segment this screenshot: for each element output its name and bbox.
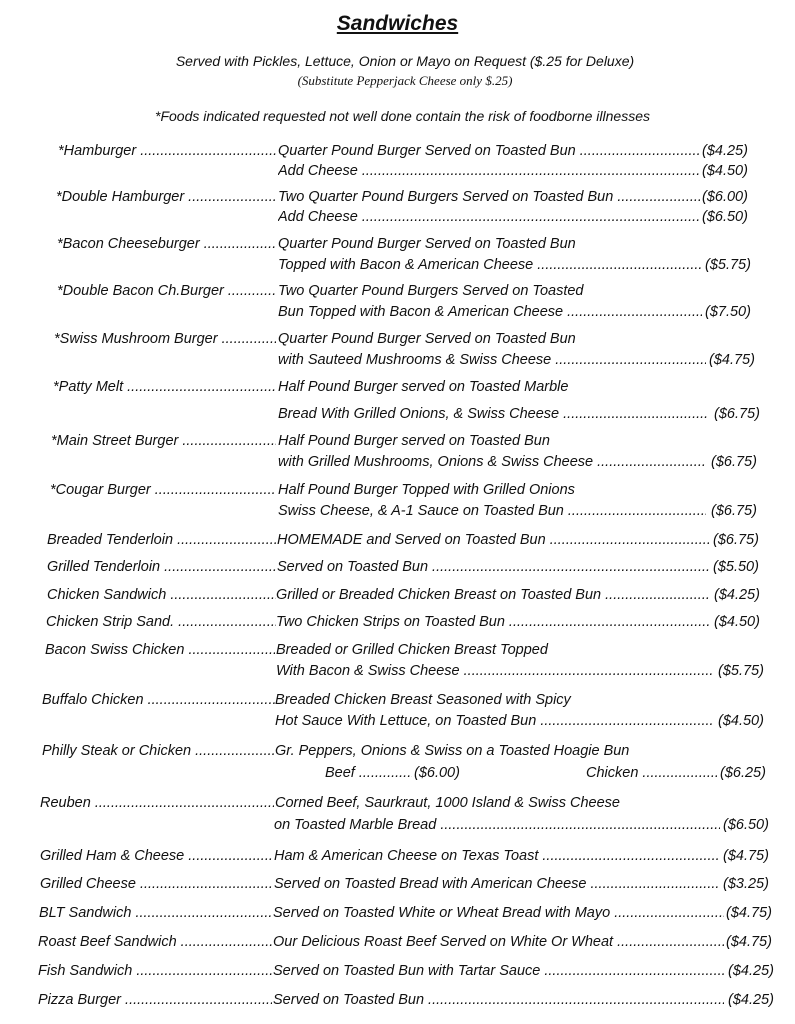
- item-name: Grilled Cheese .....: [40, 874, 273, 894]
- menu-item: [0, 141, 795, 193]
- item-price-1: ($4.75): [726, 905, 772, 921]
- item-name: *Cougar Burger .....: [50, 480, 276, 500]
- item-price-1: ($6.75): [713, 532, 759, 548]
- item-name: *Swiss Mushroom Burger .....: [54, 329, 276, 349]
- menu-item: [0, 741, 795, 793]
- item-name: Pizza Burger .....: [38, 990, 272, 1010]
- item-name: BLT Sandwich .....: [39, 903, 273, 923]
- item-price-2: ($5.75): [718, 663, 764, 679]
- item-name: Chicken Sandwich .....: [47, 585, 276, 605]
- item-price-1: ($3.25): [723, 876, 769, 892]
- item-desc-1: Served on Toasted Bun .....: [277, 557, 709, 577]
- item-desc-1: Served on Toasted White or Wheat Bread with Mayo .....: [273, 903, 724, 923]
- item-name: Breaded Tenderloin .....: [47, 530, 276, 550]
- menu-item: [0, 187, 795, 239]
- menu-item: [0, 640, 795, 692]
- item-price-1: ($4.75): [723, 848, 769, 864]
- item-price-1: ($4.25): [714, 587, 760, 603]
- item-desc-2: Bread With Grilled Onions, & Swiss Cheese .....: [278, 404, 708, 424]
- beef-label: Beef .....: [325, 763, 412, 783]
- item-desc-1: Half Pound Burger Topped with Grilled Onions: [278, 482, 575, 498]
- item-price-2: ($7.50): [705, 304, 751, 320]
- item-desc-1: Breaded Chicken Breast Seasoned with Spicy: [275, 692, 571, 708]
- chicken-price: ($6.25): [720, 765, 766, 781]
- item-desc-1: Served on Toasted Bun .....: [273, 990, 724, 1010]
- item-price-2: ($4.50): [718, 713, 764, 729]
- item-price-1: ($4.25): [728, 992, 774, 1008]
- menu-item: [0, 480, 795, 532]
- item-desc-2: Swiss Cheese, & A-1 Sauce on Toasted Bun .....: [278, 501, 706, 521]
- item-desc-1: Quarter Pound Burger Served on Toasted Bun: [278, 236, 576, 252]
- item-desc-2: with Sauteed Mushrooms & Swiss Cheese .....: [278, 350, 706, 370]
- item-desc-2: Topped with Bacon & American Cheese .....: [278, 255, 702, 275]
- item-desc-2: With Bacon & Swiss Cheese .....: [276, 661, 713, 681]
- item-name: Chicken Strip Sand. .....: [46, 612, 276, 632]
- menu-item: [0, 281, 795, 333]
- item-name: *Double Hamburger .....: [56, 187, 276, 207]
- item-name: Buffalo Chicken .....: [42, 690, 275, 710]
- item-desc-1: Two Chicken Strips on Toasted Bun .....: [276, 612, 710, 632]
- item-price-2: ($4.75): [709, 352, 755, 368]
- substitute-note: (Substitute Pepperjack Cheese only $.25): [297, 73, 513, 88]
- menu-item: [0, 431, 795, 483]
- served-with-note: Served with Pickles, Lettuce, Onion or Mayo on Request ($.25 for Deluxe): [175, 53, 635, 69]
- item-price-2: ($4.50): [702, 163, 748, 179]
- item-name: Philly Steak or Chicken .....: [42, 741, 275, 761]
- item-name: *Patty Melt .....: [53, 377, 276, 397]
- item-desc-1: Breaded or Grilled Chicken Breast Topped: [276, 642, 548, 658]
- item-desc-1: Gr. Peppers, Onions & Swiss on a Toasted Hoagie Bun: [275, 743, 630, 759]
- chicken-label: Chicken .....: [586, 763, 717, 783]
- item-price-1: ($4.50): [714, 614, 760, 630]
- item-desc-1: Grilled or Breaded Chicken Breast on Toasted Bun .....: [276, 585, 710, 605]
- item-desc-2: Add Cheese .....: [278, 207, 700, 227]
- item-name: Grilled Tenderloin .....: [47, 557, 276, 577]
- item-price-1: ($4.25): [728, 963, 774, 979]
- menu-item: [0, 793, 795, 845]
- item-price-1: ($6.00): [702, 189, 748, 205]
- item-price-2: ($6.75): [711, 503, 757, 519]
- item-desc-1: Served on Toasted Bun with Tartar Sauce .....: [273, 961, 724, 981]
- item-price-2: ($6.75): [714, 406, 760, 422]
- item-desc-2: on Toasted Marble Bread .....: [274, 815, 720, 835]
- item-name: Grilled Ham & Cheese .....: [40, 846, 273, 866]
- item-desc-1: Our Delicious Roast Beef Served on White Or Wheat .....: [273, 932, 724, 952]
- item-desc-1: Ham & American Cheese on Texas Toast .....: [274, 846, 720, 866]
- item-desc-1: Corned Beef, Saurkraut, 1000 Island & Swiss Cheese: [275, 795, 620, 811]
- item-desc-1: Quarter Pound Burger Served on Toasted Bun .....: [278, 141, 700, 161]
- item-desc-1: HOMEMADE and Served on Toasted Bun .....: [277, 530, 709, 550]
- item-price-2: ($6.50): [723, 817, 769, 833]
- item-desc-1: Two Quarter Pound Burgers Served on Toasted Bun .....: [278, 187, 700, 207]
- item-price-1: ($5.50): [713, 559, 759, 575]
- item-desc-1: Quarter Pound Burger Served on Toasted Bun: [278, 331, 576, 347]
- menu-item: [0, 990, 795, 1016]
- item-price-1: ($4.75): [726, 934, 772, 950]
- item-desc-2: Hot Sauce With Lettuce, on Toasted Bun .....: [275, 711, 713, 731]
- item-desc-1: Half Pound Burger served on Toasted Bun: [278, 433, 550, 449]
- item-desc-1: Two Quarter Pound Burgers Served on Toasted: [278, 283, 584, 299]
- item-price-2: ($6.75): [711, 454, 757, 470]
- item-price-2: ($5.75): [705, 257, 751, 273]
- item-price-2: ($6.50): [702, 209, 748, 225]
- menu-item: [0, 329, 795, 381]
- item-desc-2: with Grilled Mushrooms, Onions & Swiss Cheese .....: [278, 452, 706, 472]
- item-name: *Main Street Burger .....: [51, 431, 276, 451]
- menu-title: Sandwiches: [336, 12, 459, 35]
- item-name: Bacon Swiss Chicken .....: [45, 640, 275, 660]
- item-desc-2: Bun Topped with Bacon & American Cheese .....: [278, 302, 702, 322]
- item-name: *Bacon Cheeseburger .....: [57, 234, 276, 254]
- item-price-1: ($4.25): [702, 143, 748, 159]
- item-desc-1: Half Pound Burger served on Toasted Marble: [278, 379, 569, 395]
- foodborne-warning: *Foods indicated requested not well done contain the risk of foodborne illnesses: [155, 108, 650, 124]
- menu-item: [0, 377, 795, 429]
- menu-item: [0, 690, 795, 742]
- item-name: Fish Sandwich .....: [38, 961, 272, 981]
- item-name: *Hamburger .....: [58, 141, 276, 161]
- item-desc-2: Add Cheese .....: [278, 161, 700, 181]
- item-desc-1: Served on Toasted Bread with American Cheese .....: [274, 874, 720, 894]
- menu-item: [0, 234, 795, 286]
- item-name: *Double Bacon Ch.Burger .....: [57, 281, 276, 301]
- item-name: Reuben .....: [40, 793, 274, 813]
- beef-price: ($6.00): [414, 765, 460, 781]
- item-name: Roast Beef Sandwich .....: [38, 932, 272, 952]
